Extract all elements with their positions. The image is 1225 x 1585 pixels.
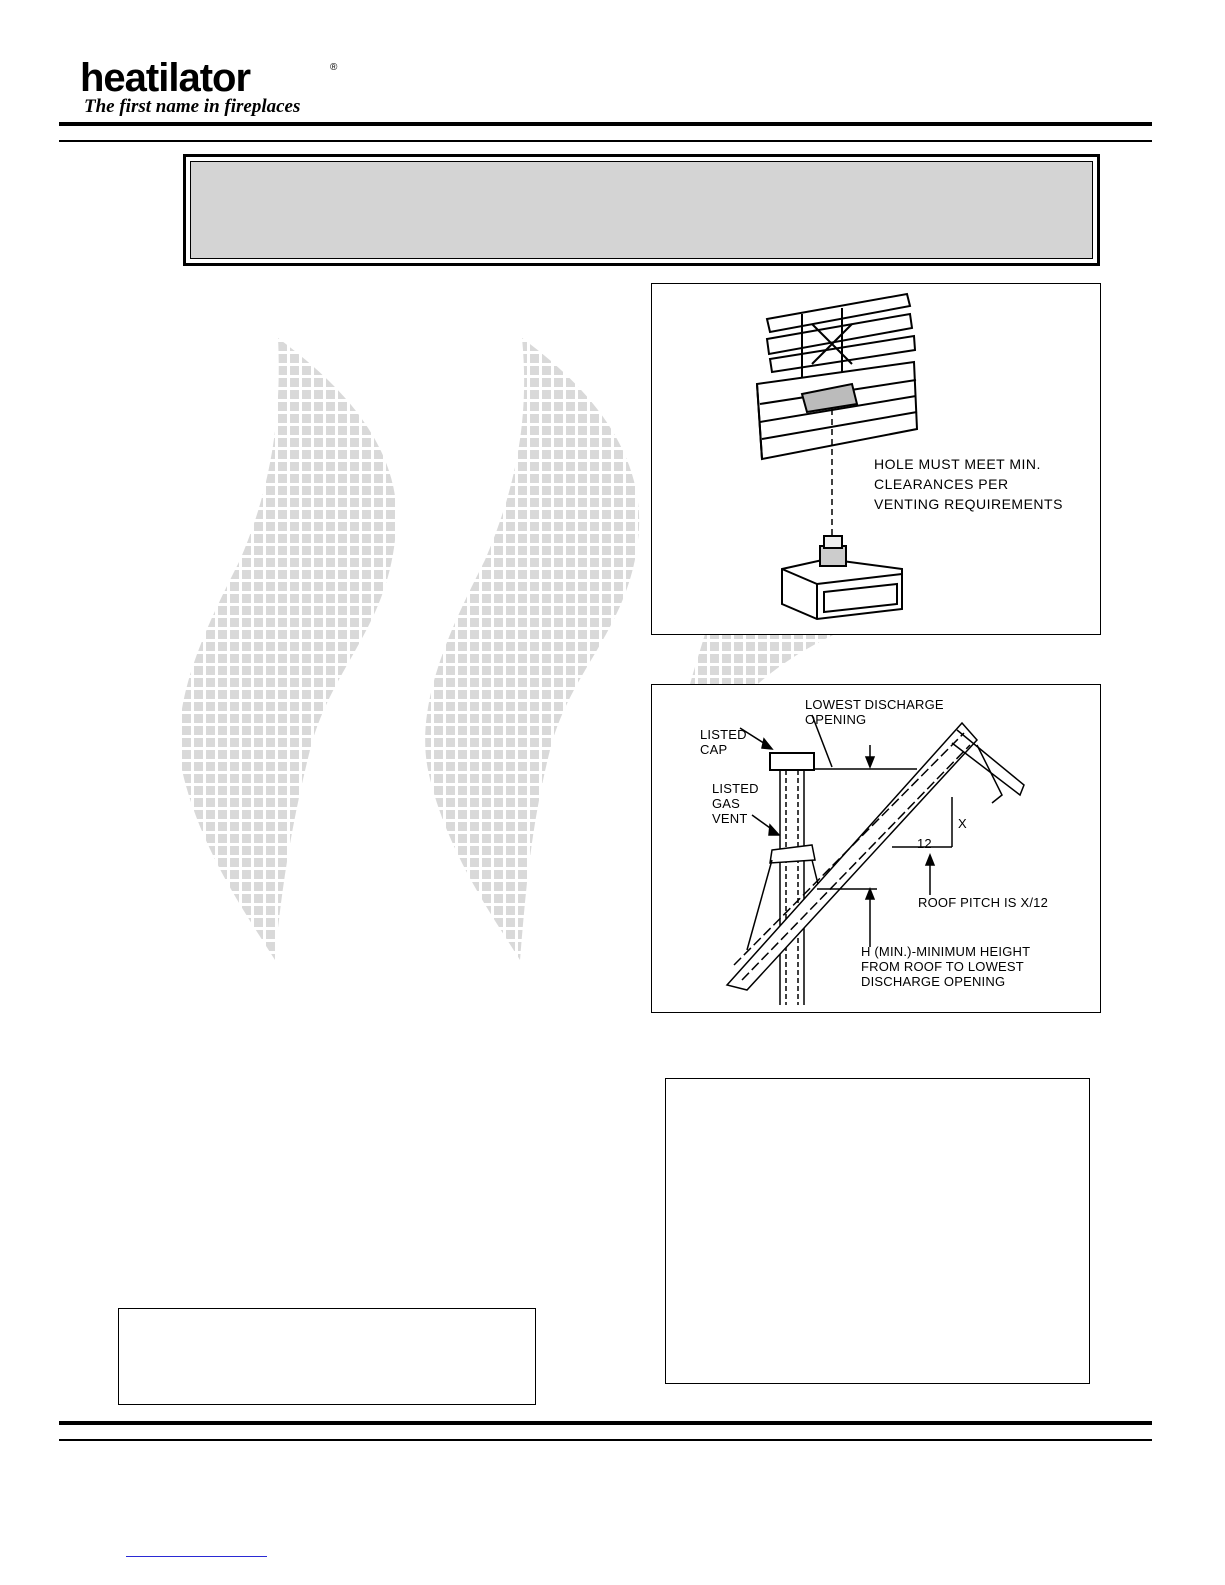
- label-lowest-discharge-1: LOWEST DISCHARGE: [805, 697, 944, 712]
- figure-vent-height: [651, 684, 1101, 1013]
- label-listed-gas-vent-1: LISTED: [712, 781, 759, 796]
- logo-wordmark: heatilator: [80, 56, 251, 100]
- label-min-height-3: DISCHARGE OPENING: [861, 974, 1006, 989]
- flame-shape-left: [179, 338, 396, 960]
- footer-link-underline[interactable]: [126, 1556, 267, 1557]
- label-listed-cap-2: CAP: [700, 742, 728, 757]
- title-banner-fill: [190, 161, 1093, 259]
- hole-clearance-line-2: CLEARANCES PER: [874, 476, 1009, 492]
- label-min-height-1: H (MIN.)-MINIMUM HEIGHT: [861, 944, 1031, 959]
- footer-rule-thick: [59, 1421, 1152, 1425]
- logo-tagline: The first name in fireplaces: [84, 96, 301, 117]
- label-twelve: 12: [917, 836, 932, 851]
- registered-mark: ®: [330, 62, 338, 73]
- header-rule-thin: [59, 140, 1152, 142]
- label-min-height-2: FROM ROOF TO LOWEST: [861, 959, 1024, 974]
- label-x: X: [958, 816, 967, 831]
- label-roof-pitch: ROOF PITCH IS X/12: [918, 895, 1049, 910]
- title-banner: [183, 154, 1100, 266]
- flame-shape-middle: [425, 338, 639, 960]
- note-box-right: [665, 1078, 1090, 1384]
- header-rule-thick: [59, 122, 1152, 126]
- hole-clearance-line-3: VENTING REQUIREMENTS: [874, 496, 1063, 512]
- heatilator-logo: [80, 58, 350, 120]
- figure-roof-hole: [651, 283, 1101, 635]
- label-lowest-discharge-2: OPENING: [805, 712, 867, 727]
- label-listed-cap-1: LISTED: [700, 727, 747, 742]
- footer-rule-thin: [59, 1439, 1152, 1441]
- label-listed-gas-vent-3: VENT: [712, 811, 748, 826]
- label-listed-gas-vent-2: GAS: [712, 796, 741, 811]
- hole-clearance-line-1: HOLE MUST MEET MIN.: [874, 456, 1041, 472]
- note-box-left: [118, 1308, 536, 1405]
